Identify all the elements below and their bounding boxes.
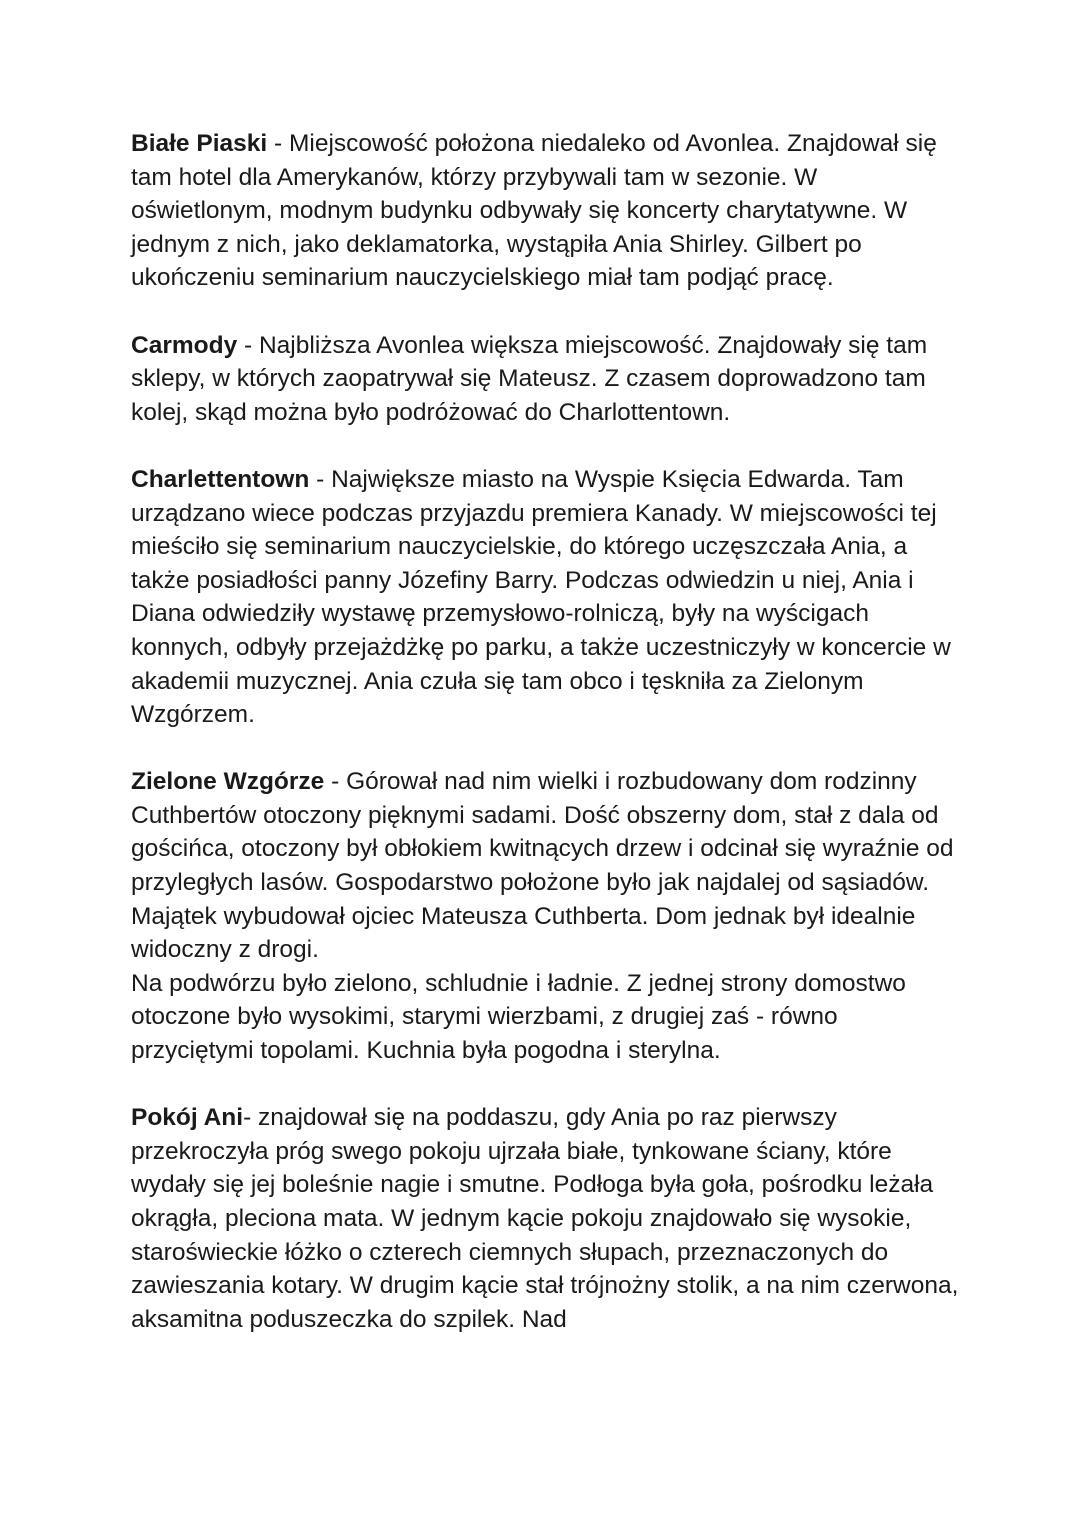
entry-zielone-wzgorze	[131, 765, 961, 1067]
term-separator: -	[237, 331, 259, 359]
entry-term: Charlettentown	[131, 465, 310, 493]
term-separator: -	[309, 465, 332, 493]
entry-text: Górował nad nim wielki i rozbudowany dom rodzinny Cuthbertów otoczony pięknymi sadami. Dość obszerny dom, stał z dala od gościńca, otoczony był obłokiem kwitnących drzew i odcinał się wyraźnie od przyległych lasów. Gospodarstwo położone było jak najdalej od sąsiadów. Majątek wybudował ojciec Mateusza Cuthberta. Dom jednak był idealnie widoczny z drogi.	[131, 768, 954, 964]
term-separator: -	[267, 130, 289, 157]
entry-term: Carmody	[131, 331, 238, 359]
entry-text: Największe miasto na Wyspie Księcia Edwarda. Tam urządzano wiece podczas przyjazdu premiera Kanady. W miejscowości tej mieściło się seminarium nauczycielskie, do którego uczęszczała Ania, a także posiadłości panny Józefiny Barry. Podczas odwiedzin u niej, Ania i Diana odwiedziły wystawę przemysłowo-rolniczą, były na wyścigach konnych, odbyły przejażdżkę po parku, a także uczestniczyły w koncercie w akademii muzycznej. Ania czuła się tam obco i tęskniła za Zielonym Wzgórzem.	[131, 465, 951, 729]
entry-text: Na podwórzu było zielono, schludnie i ładnie. Z jednej strony domostwo otoczone było wysokimi, starymi wierzbami, z drugiej zaś - równo przyciętymi topolami. Kuchnia była pogodna i sterylna.	[131, 969, 906, 1065]
entry-paragraph	[131, 127, 961, 295]
entry-paragraph	[131, 967, 961, 1068]
entry-text: Miejscowość położona niedaleko od Avonlea. Znajdował się tam hotel dla Amerykanów, którzy przybywali tam w sezonie. W oświetlonym, modnym budynku odbywały się koncerty charytatywne. W jednym z nich, jako deklamatorka, wystąpiła Ania Shirley. Gilbert po ukończeniu seminarium nauczycielskiego miał tam podjąć pracę.	[131, 130, 937, 292]
entry-charlettentown	[131, 463, 961, 732]
entry-paragraph	[131, 463, 961, 732]
entry-paragraph	[131, 1101, 961, 1336]
term-separator: -	[243, 1104, 259, 1132]
entry-text: Najbliższa Avonlea większa miejscowość. Znajdowały się tam sklepy, w których zaopatrywał się Mateusz. Z czasem doprowadzono tam kolej, skąd można było podróżować do Charlottentown.	[131, 331, 928, 426]
entry-term: Zielone Wzgórze	[131, 768, 325, 796]
entry-pokoj-ani	[131, 1101, 961, 1336]
entry-paragraph	[131, 329, 961, 430]
term-separator: -	[324, 768, 347, 796]
entry-term: Białe Piaski	[131, 130, 268, 157]
entry-term: Pokój Ani	[131, 1104, 244, 1132]
document-page	[131, 127, 961, 1370]
entry-biale-piaski	[131, 127, 961, 295]
entry-carmody	[131, 329, 961, 430]
entry-text: znajdował się na poddaszu, gdy Ania po raz pierwszy przekroczyła próg swego pokoju ujrzała białe, tynkowane ściany, które wydały się jej boleśnie nagie i smutne. Podłoga była goła, pośrodku leżała okrągła, pleciona mata. W jednym kącie pokoju znajdowało się wysokie, staroświeckie łóżko o czterech ciemnych słupach, przeznaczonych do zawieszania kotary. W drugim kącie stał trójnożny stolik, a na nim czerwona, aksamitna poduszeczka do szpilek. Nad	[131, 1104, 959, 1333]
entry-paragraph	[131, 765, 961, 967]
